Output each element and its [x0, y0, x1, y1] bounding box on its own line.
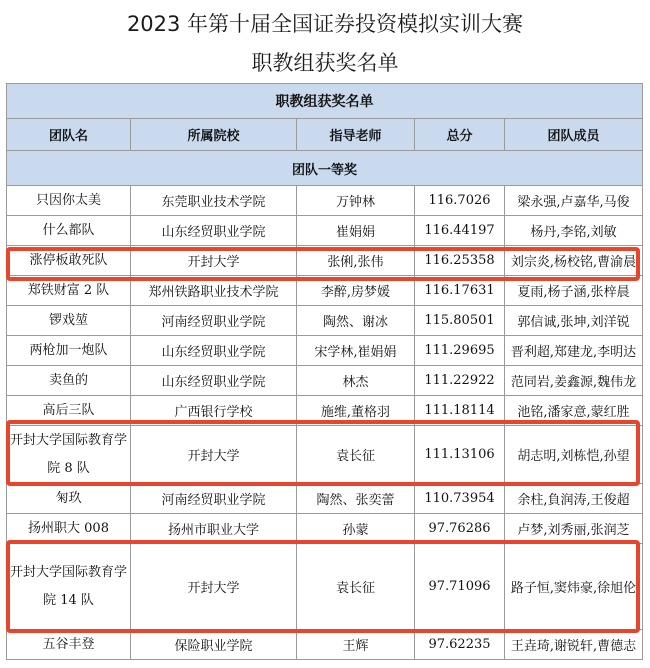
advisor-cell: 孙蒙: [297, 514, 415, 544]
school-cell: 东莞职业技术学院: [131, 186, 297, 216]
header-advisor: 指导老师: [297, 119, 415, 151]
team-name-cell: 只因你太美: [7, 186, 131, 216]
score-cell: 111.13106: [415, 426, 505, 484]
highlight-box-row-9: [6, 420, 640, 486]
score-cell: 116.44197: [415, 216, 505, 246]
team-name-cell: 两枪加一炮队: [7, 336, 131, 366]
members-cell: 余柱,負润涛,王俊超: [505, 484, 643, 514]
advisor-cell: 张俐,张伟: [297, 246, 415, 276]
header-members: 团队成员: [505, 119, 643, 151]
score-cell: 116.25358: [415, 246, 505, 276]
table-row: [7, 216, 643, 246]
score-cell: 97.76286: [415, 514, 505, 544]
members-cell: 郭信诚,张坤,刘洋锐: [505, 306, 643, 336]
advisor-cell: 陶然、谢冰: [297, 306, 415, 336]
section-first-prize: 团队一等奖: [7, 151, 643, 186]
school-cell: 山东经贸职业学院: [131, 216, 297, 246]
score-cell: 111.29695: [415, 336, 505, 366]
header-team: 团队名: [7, 119, 131, 151]
table-banner: 职教组获奖名单: [7, 84, 643, 119]
team-name-cell: 匊玖: [7, 484, 131, 514]
header-score: 总分: [415, 119, 505, 151]
team-name-cell: 五谷丰登: [7, 630, 131, 660]
members-cell: 夏雨,杨子涵,张梓晨: [505, 276, 643, 306]
team-name-cell: 郑铁财富 2 队: [7, 276, 131, 306]
table-row: [7, 366, 643, 396]
members-cell: 杨丹,李铭,刘敏: [505, 216, 643, 246]
highlight-box-row-12: [6, 540, 640, 633]
score-cell: 116.17631: [415, 276, 505, 306]
score-cell: 116.7026: [415, 186, 505, 216]
members-cell: 胡志明,刘栋恺,孙望: [505, 426, 643, 484]
score-cell: 97.62235: [415, 630, 505, 660]
members-cell: 卢梦,刘秀丽,张润芝: [505, 514, 643, 544]
document-subtitle: 职教组获奖名单: [251, 51, 399, 75]
school-cell: 保险职业学院: [131, 630, 297, 660]
team-name-cell: 高后三队: [7, 396, 131, 426]
members-cell: 路子恒,窦炜豪,徐旭伦: [505, 544, 643, 630]
score-cell: 97.71096: [415, 544, 505, 630]
school-cell: 广西银行学校: [131, 396, 297, 426]
school-cell: 开封大学: [131, 544, 297, 630]
team-name-cell: 锣戏堃: [7, 306, 131, 336]
table-row: [7, 514, 643, 544]
team-name-cell: 扬州职大 008: [7, 514, 131, 544]
members-cell: 晋利超,郑建龙,李明达: [505, 336, 643, 366]
advisor-cell: 崔娟娟: [297, 216, 415, 246]
table-row: [7, 186, 643, 216]
members-cell: 王垚琦,谢锐轩,曹德志: [505, 630, 643, 660]
school-cell: 山东经贸职业学院: [131, 336, 297, 366]
advisor-cell: 宋学林,崔娟娟: [297, 336, 415, 366]
members-cell: 刘宗炎,杨校铭,曹渝晨: [505, 246, 643, 276]
score-cell: 111.18114: [415, 396, 505, 426]
advisor-cell: 林杰: [297, 366, 415, 396]
advisor-cell: 陶然、张奕蕾: [297, 484, 415, 514]
header-school: 所属院校: [131, 119, 297, 151]
school-cell: 扬州市职业大学: [131, 514, 297, 544]
advisor-cell: 万钟林: [297, 186, 415, 216]
highlight-box-row-3: [6, 247, 640, 281]
score-cell: 111.22922: [415, 366, 505, 396]
team-name-cell: 开封大学国际教育学院 8 队: [7, 426, 131, 484]
advisor-cell: 李醉,房梦媛: [297, 276, 415, 306]
school-cell: 开封大学: [131, 246, 297, 276]
advisor-cell: 袁长征: [297, 426, 415, 484]
members-cell: 梁永强,卢嘉华,马俊: [505, 186, 643, 216]
table-row: [7, 336, 643, 366]
school-cell: 山东经贸职业学院: [131, 366, 297, 396]
table-row: [7, 630, 643, 660]
table-row: [7, 484, 643, 514]
table-row: [7, 306, 643, 336]
document-title: 2023 年第十届全国证券投资模拟实训大赛: [126, 12, 524, 36]
team-name-cell: 涨停板敢死队: [7, 246, 131, 276]
advisor-cell: 施维,董格羽: [297, 396, 415, 426]
advisor-cell: 袁长征: [297, 544, 415, 630]
school-cell: 开封大学: [131, 426, 297, 484]
team-name-cell: 开封大学国际教育学院 14 队: [7, 544, 131, 630]
members-cell: 范同岩,姜鑫源,魏伟龙: [505, 366, 643, 396]
advisor-cell: 王辉: [297, 630, 415, 660]
school-cell: 河南经贸职业学院: [131, 484, 297, 514]
members-cell: 池铭,潘家意,蒙红胜: [505, 396, 643, 426]
score-cell: 115.80501: [415, 306, 505, 336]
team-name-cell: 什么都队: [7, 216, 131, 246]
team-name-cell: 卖鱼的: [7, 366, 131, 396]
score-cell: 110.73954: [415, 484, 505, 514]
school-cell: 郑州铁路职业技术学院: [131, 276, 297, 306]
school-cell: 河南经贸职业学院: [131, 306, 297, 336]
